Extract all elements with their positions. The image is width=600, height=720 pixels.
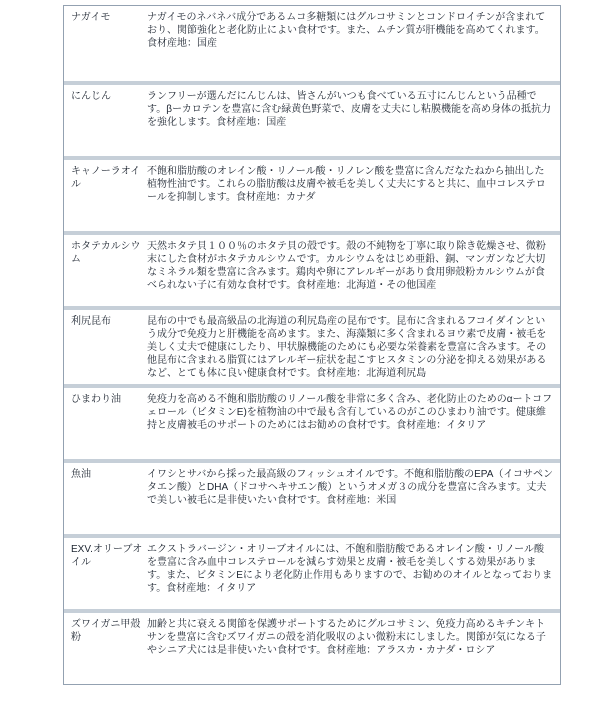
table-row: [64, 384, 560, 459]
table-row: [64, 6, 560, 81]
table-row: [64, 81, 560, 156]
table-row: [64, 231, 560, 306]
table-row: [64, 306, 560, 384]
ingredient-description: 免疫力を高める不飽和脂肪酸のリノール酸を非常に多く含み、老化防止のためのαートコフェロール（ビタミンE)を植物油の中で最も含有しているのがこのひまわり油です。健康維持と皮膚被毛のサポートのためにはお勧めの食材です。食材産地：イタリア: [147, 394, 553, 431]
ingredient-name: ひまわり油: [71, 394, 121, 405]
ingredient-description: 不飽和脂肪酸のオレイン酸・リノール酸・リノレン酸を豊富に含んだなたねから抽出した植物性油です。これらの脂肪酸は皮膚や被毛を美しく丈夫にすると共に、血中コレステロールを抑制します。食材産地：カナダ: [147, 166, 546, 203]
ingredient-name: EXV.オリーブオイル: [71, 544, 143, 568]
ingredient-description: 昆布の中でも最高級品の北海道の利尻島産の昆布です。昆布に含まれるフコイダインという成分で免疫力と肝機能を高めます。また、海藻類に多く含まれるヨウ素で皮膚・被毛を美しく丈夫で健康にしたり、甲状腺機能のためにも必要な栄養素を豊富に含みます。その他昆布に含まれる脂質にはアレルギー症状を起こすヒスタミンの分泌を抑える効果があるなど、とても体に良い健康食材です。食材産地：北海道利尻島: [147, 316, 547, 379]
table-row: [64, 156, 560, 231]
ingredient-description: 加齢と共に衰える関節を保護サポートするためにグルコサミン、免疫力高めるキチンキトサンを豊富に含むズワイガニの殻を消化吸収のよい微粉末にしました。関節が気になる子やシニア犬には是非使いたい食材です。食材産地：アラスカ・カナダ・ロシア: [147, 619, 546, 656]
ingredient-description: エクストラバージン・オリーブオイルには、不飽和脂肪酸であるオレイン酸・リノール酸を豊富に含み血中コレステロールを減らす効果と皮膚・被毛を美しくする効果があります。また、ビタミンEにより老化防止作用もありますので、お勧めのオイルとなっております。食材産地：イタリア: [147, 544, 553, 594]
ingredient-name: キャノーラオイル: [71, 166, 141, 190]
ingredient-name: 利尻昆布: [71, 316, 111, 327]
ingredient-description: 天然ホタテ貝１００％のホタテ貝の殻です。殻の不純物を丁寧に取り除き乾燥させ、微粉末にした食材がホタテカルシウムです。カルシウムをはじめ亜鉛、銅、マンガンなど大切なミネラル類を豊富に含みます。鶏肉や卵にアレルギーがあり食用卵殻粉カルシウムが食べられない子に有効な食材です。食材産地：北海道・その他国産: [147, 241, 546, 291]
table-row: [64, 534, 560, 609]
table-row: [64, 609, 560, 684]
ingredient-name: にんじん: [71, 91, 111, 102]
ingredient-name: ズワイガニ甲殻粉: [71, 619, 141, 643]
ingredient-description: ランフリーが選んだにんじんは、皆さんがいつも食べている五寸にんじんという品種です。βーカロテンを豊富に含む緑黄色野菜で、皮膚を丈夫にし粘膜機能を高め身体の抵抗力を強化します。食材産地：国産: [147, 91, 552, 128]
ingredient-description: イワシとサバから採った最高級のフィッシュオイルです。不飽和脂肪酸のEPA（イコサペンタエン酸）とDHA（ドコサヘキサエン酸）というオメガ３の成分を豊富に含みます。丈夫で美しい被毛に是非使いたい食材です。食材産地：米国: [147, 469, 553, 506]
ingredient-name: ナガイモ: [71, 12, 111, 23]
ingredient-name: 魚油: [71, 469, 91, 480]
ingredient-description: ナガイモのネバネバ成分であるムコ多糖類にはグルコサミンとコンドロイチンが含まれており、関節強化と老化防止によい食材です。また、ムチン質が肝機能を高めてくれます。食材産地：国産: [147, 12, 546, 49]
ingredient-table: [63, 5, 561, 685]
ingredient-name: ホタテカルシウム: [71, 241, 141, 265]
table-row: [64, 459, 560, 534]
